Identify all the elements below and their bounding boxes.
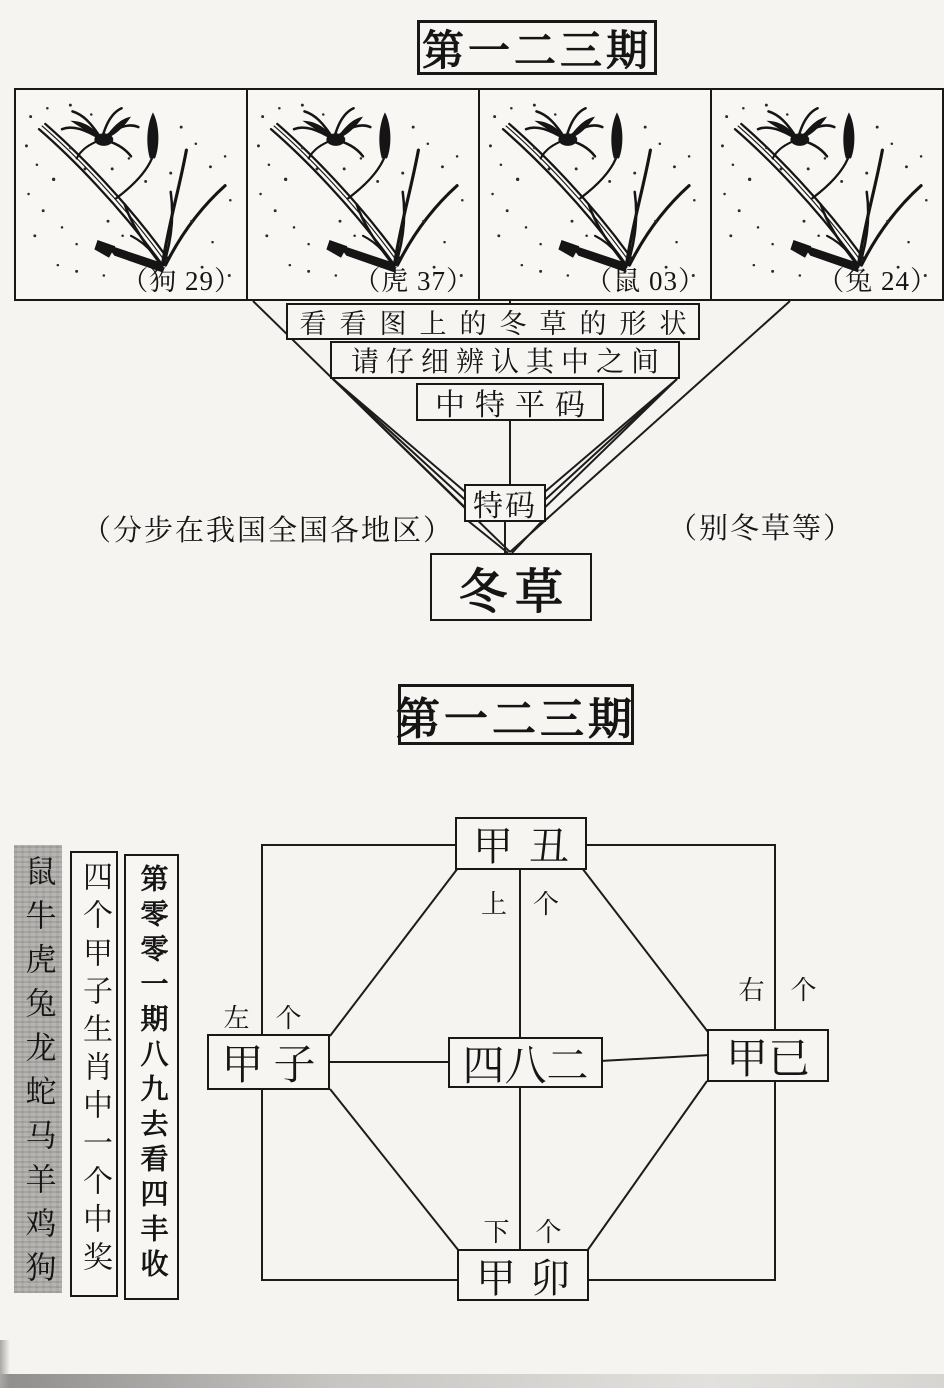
- section1-title: 第一二三期: [417, 20, 657, 75]
- direction-label-top: 上 个: [480, 890, 559, 919]
- slogan-column-middle: 四个甲子生肖中一个中奖: [70, 851, 118, 1297]
- direction-label-bottom: 下 个: [483, 1218, 562, 1247]
- plant-panel-label: （狗 29）: [121, 266, 242, 296]
- plant-panel-4: [710, 90, 942, 299]
- funnel-tema-box: 特码: [464, 484, 546, 522]
- plant-panel-1: [16, 90, 246, 299]
- scan-edge-corner: [0, 1340, 10, 1388]
- funnel-result-box: 冬草: [430, 553, 592, 621]
- funnel-step-3: 中特平码: [416, 383, 604, 421]
- slogan-column-right: 第零零一期八九去看四丰收: [124, 854, 179, 1300]
- scan-edge-bottom: [0, 1374, 944, 1388]
- funnel-step-1: 看看图上的冬草的形状: [286, 303, 700, 340]
- plant-panel-2: [246, 90, 478, 299]
- diagram-node-center: 四八二: [448, 1037, 603, 1088]
- direction-label-right: 右 个: [738, 976, 817, 1005]
- diagram-node-top: 甲丑: [455, 817, 587, 870]
- right-note: （别冬草等）: [668, 513, 855, 545]
- plant-image-strip: [14, 88, 944, 301]
- direction-label-left: 左 个: [223, 1004, 302, 1033]
- diagram-node-right: 甲已: [707, 1029, 829, 1082]
- section2-title: 第一二三期: [398, 684, 634, 745]
- funnel-step-2: 请仔细辨认其中之间: [330, 341, 680, 379]
- diagram-node-left: 甲子: [207, 1034, 330, 1090]
- diagram-node-bottom: 甲卯: [457, 1249, 589, 1301]
- plant-panel-label: （虎 37）: [353, 266, 474, 296]
- plant-panel-label: （兔 24）: [817, 266, 938, 296]
- left-note: （分步在我国全国各地区）: [82, 515, 455, 547]
- plant-panel-label: （鼠 03）: [585, 266, 706, 296]
- zodiac-column: 鼠牛虎兔龙蛇马羊鸡狗: [14, 845, 62, 1293]
- plant-panel-3: [478, 90, 710, 299]
